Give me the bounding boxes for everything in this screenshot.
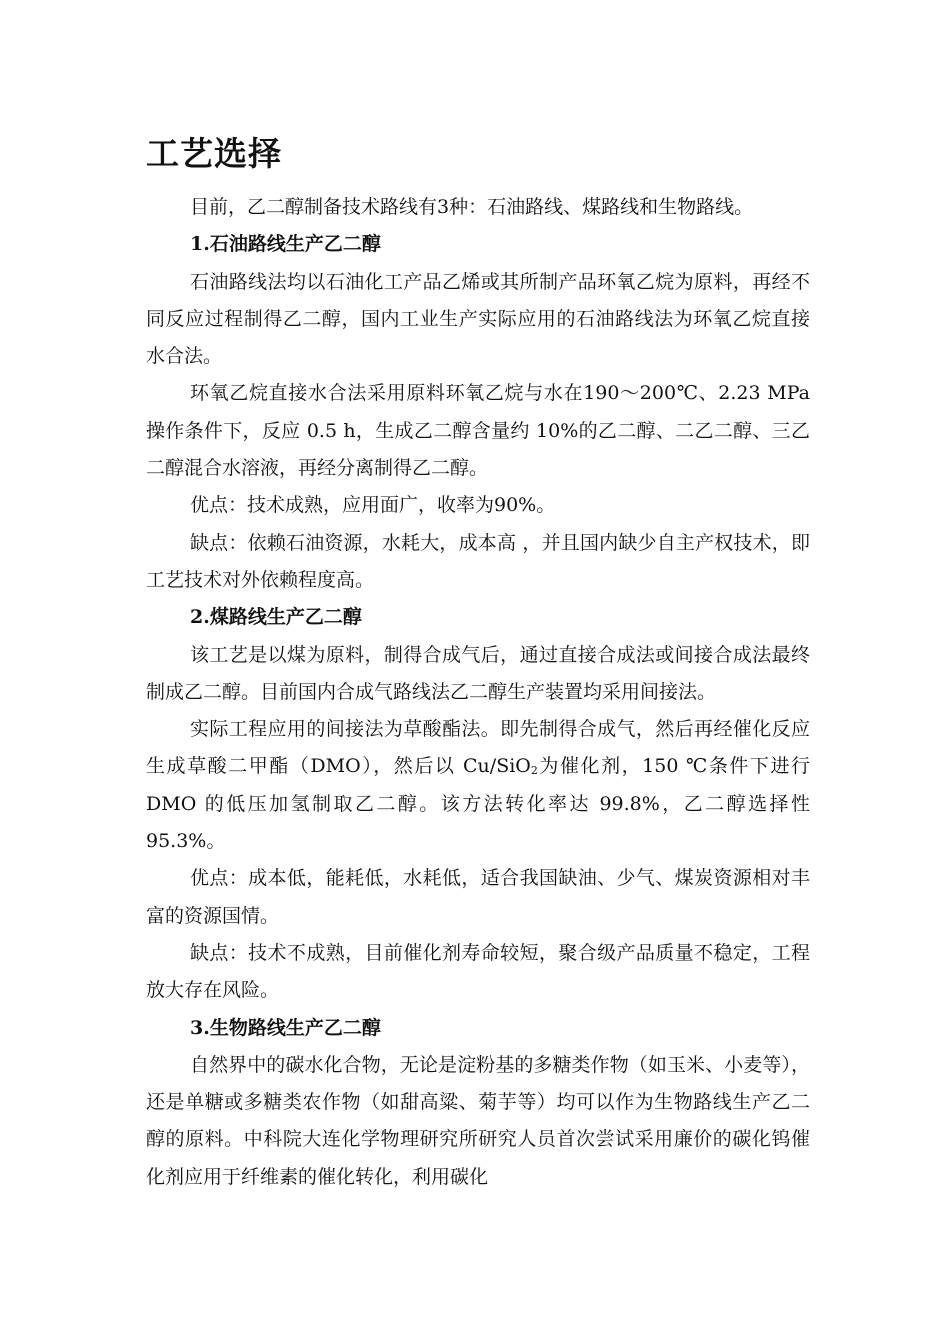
petroleum-disadvantages: 缺点：依赖石油资源，水耗大，成本高 ，并且国内缺少自主产权技术，即工艺技术对外依赖程度高。 <box>146 531 810 591</box>
coal-paragraph-1: 该工艺是以煤为原料，制得合成气后，通过直接合成法或间接合成法最终制成乙二醇。目前国内合成气路线法乙二醇生产装置均采用间接法。 <box>146 643 810 703</box>
subscript-2: 2 <box>530 764 538 778</box>
section-heading-coal: 2.煤路线生产乙二醇 <box>190 606 362 629</box>
coal-disadvantages: 缺点：技术不成熟，目前催化剂寿命较短，聚合级产品质量不稳定，工程放大存在风险。 <box>146 941 810 1002</box>
section-heading-petroleum: 1.石油路线生产乙二醇 <box>190 233 381 256</box>
petroleum-paragraph-2: 环氧乙烷直接水合法采用原料环氧乙烷与水在190～200℃、2.23 MPa操作条件下，反应 0.5 h，生成乙二醇含量约 10%的乙二醇、二乙二醇、三乙二醇混合水溶液，再经分离制得乙二醇。 <box>146 382 810 480</box>
document-title: 工艺选择 <box>146 134 282 173</box>
biological-paragraph-1: 自然界中的碳水化合物，无论是淀粉基的多糖类作物（如玉米、小麦等），还是单糖或多糖类农作物（如甜高粱、菊芋等）均可以作为生物路线生产乙二醇的原料。中科院大连化学物理研究所研究人员首次尝试采用廉价的碳化钨催化剂应用于纤维素的催化转化，利用碳化 <box>146 1053 810 1188</box>
petroleum-advantages: 优点：技术成熟，应用面广，收率为90%。 <box>190 494 556 517</box>
coal-paragraph-2 <box>146 711 810 860</box>
intro-paragraph: 目前，乙二醇制备技术路线有3种：石油路线、煤路线和生物路线。 <box>190 196 754 218</box>
coal-paragraph-2-part-2: 为催化剂，150 ℃条件下进行 DMO 的低压加氢制取乙二醇。该方法转化率达 99.8%，乙二醇选择性 95.3%。 <box>146 755 811 853</box>
coal-paragraph-2-part-1: 实际工程应用的间接法为草酸酯法。即先制得合成气，然后再经催化反应生成草酸二甲酯（DMO），然后以 Cu/SiO <box>146 718 810 778</box>
document-body <box>146 189 810 1196</box>
petroleum-paragraph-1: 石油路线法均以石油化工产品乙烯或其所制产品环氧乙烷为原料，再经不同反应过程制得乙二醇，国内工业生产实际应用的石油路线法为环氧乙烷直接水合法。 <box>146 270 810 368</box>
coal-advantages: 优点：成本低，能耗低，水耗低，适合我国缺油、少气、煤炭资源相对丰富的资源国情。 <box>146 867 810 927</box>
section-heading-biological: 3.生物路线生产乙二醇 <box>190 1016 381 1039</box>
